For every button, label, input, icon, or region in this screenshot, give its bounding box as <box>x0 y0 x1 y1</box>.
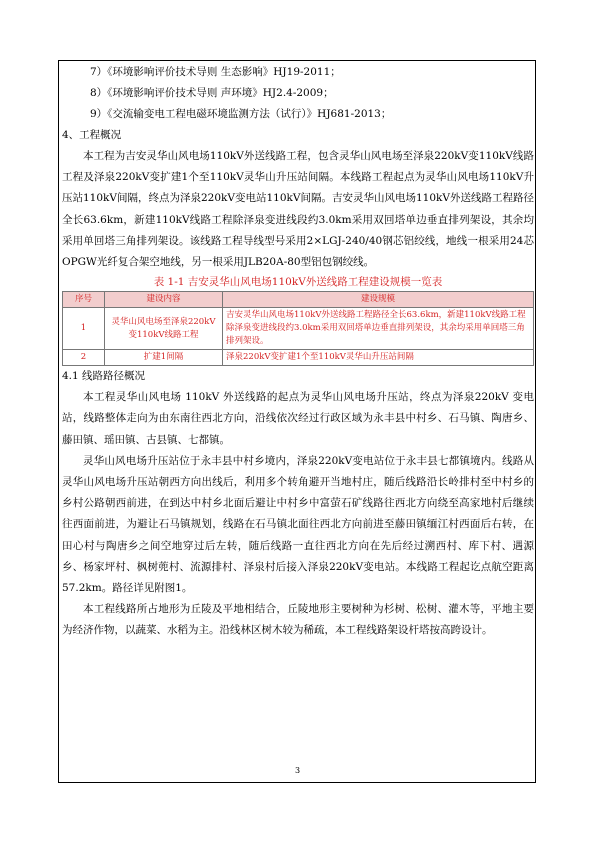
cell-scale: 吉安灵华山风电场110kV外送线路工程路径全长63.6km，新建110kV线路工程除泽泉变进线段约3.0km采用双回塔单边垂直排列架设，其余均采用单回塔三角排列架设。 <box>223 308 534 350</box>
route-paragraph-1: 本工程灵华山风电场 110kV 外送线路的起点为灵华山风电场升压站，终点为泽泉220kV 变电站，线路整体走向为由东南往西北方向，沿线依次经过行政区域为永丰县中村乡、石马镇、陶唐乡、藤田镇、瑶田镇、古县镇、七都镇。 <box>62 391 534 446</box>
header-scale: 建设规模 <box>223 292 534 308</box>
cell-content: 扩建1间隔 <box>105 350 223 366</box>
section-heading-project-overview: 4、工程概况 <box>62 129 122 141</box>
reference-item-8: 8）《环境影响评价技术导则 声环境》HJ2.4-2009； <box>90 87 334 99</box>
header-content: 建设内容 <box>105 292 223 308</box>
cell-no: 1 <box>63 308 105 350</box>
reference-item-7: 7）《环境影响评价技术导则 生态影响》HJ19-2011； <box>90 66 341 78</box>
section-heading-route-overview: 4.1 线路路径概况 <box>62 370 146 383</box>
table-row <box>63 350 534 366</box>
route-paragraph-3: 本工程线路所占地形为丘陵及平地相结合，丘陵地形主要树种为杉树、松树、灌木等，平地主要为经济作物，以蔬菜、水稻为主。沿线林区树木较为稀疏，本工程线路架设杆塔按高跨设计。 <box>62 603 534 637</box>
page-number: 3 <box>294 766 301 775</box>
reference-item-9: 9）《交流输变电工程电磁环境监测方法（试行）》HJ681-2013； <box>90 108 392 120</box>
construction-scale-table <box>62 291 534 366</box>
cell-scale: 泽泉220kV变扩建1个至110kV灵华山升压站间隔 <box>223 350 534 366</box>
cell-no: 2 <box>63 350 105 366</box>
cell-content: 灵华山风电场至泽泉220kV变110kV线路工程 <box>105 308 223 350</box>
document-content <box>62 62 534 642</box>
route-paragraph-2: 灵华山风电场升压站位于永丰县中村乡境内，泽泉220kV变电站位于永丰县七都镇境内。线路从灵华山风电场升压站朝西方向出线后，利用多个转角避开当地村庄，随后线路沿长岭排村至中村乡的乡村公路朝西前进，在到达中村乡北面后避让中村乡中富萤石矿线路往西北方向绕至高家地村后继续往西面前进，为避让石马镇规划，线路在石马镇北面往西北方向前进至藤田镇缅江村西面后右转，在田心村与陶唐乡之间空地穿过后左转，随后线路一直往西北方向在先后经过溯西村、库下村、遇源乡、杨家坪村、枫树蔸村、流源排村、泽泉村后接入泽泉220kV变电站。本线路工程起讫点航空距离57.2km。路径详见附图1。 <box>62 454 534 595</box>
table-row <box>63 308 534 350</box>
table-header-row <box>63 292 534 308</box>
header-no: 序号 <box>63 292 105 308</box>
project-overview-paragraph: 本工程为吉安灵华山风电场110kV外送线路工程，包含灵华山风电场至泽泉220kV变110kV线路工程及泽泉220kV变扩建1个至110kV灵华山升压站间隔。本线路工程起点为灵华山风电场110kV升压站110kV间隔，终点为泽泉220kV变电站110kV间隔。吉安灵华山风电场110kV外送线路工程路径全长63.6km，新建110kV线路工程除泽泉变进线段约3.0km采用双回塔单边垂直排列架设，其余均采用单回塔三角排列架设。该线路工程导线型号采用2×LGJ-240/40钢芯铝绞线，地线一根采用24芯OPGW光纤复合架空地线，另一根采用JLB20A-80型铝包钢绞线。 <box>62 150 534 269</box>
table-caption: 表 1-1 吉安灵华山风电场110kV外送线路工程建设规模一览表 <box>153 276 443 289</box>
